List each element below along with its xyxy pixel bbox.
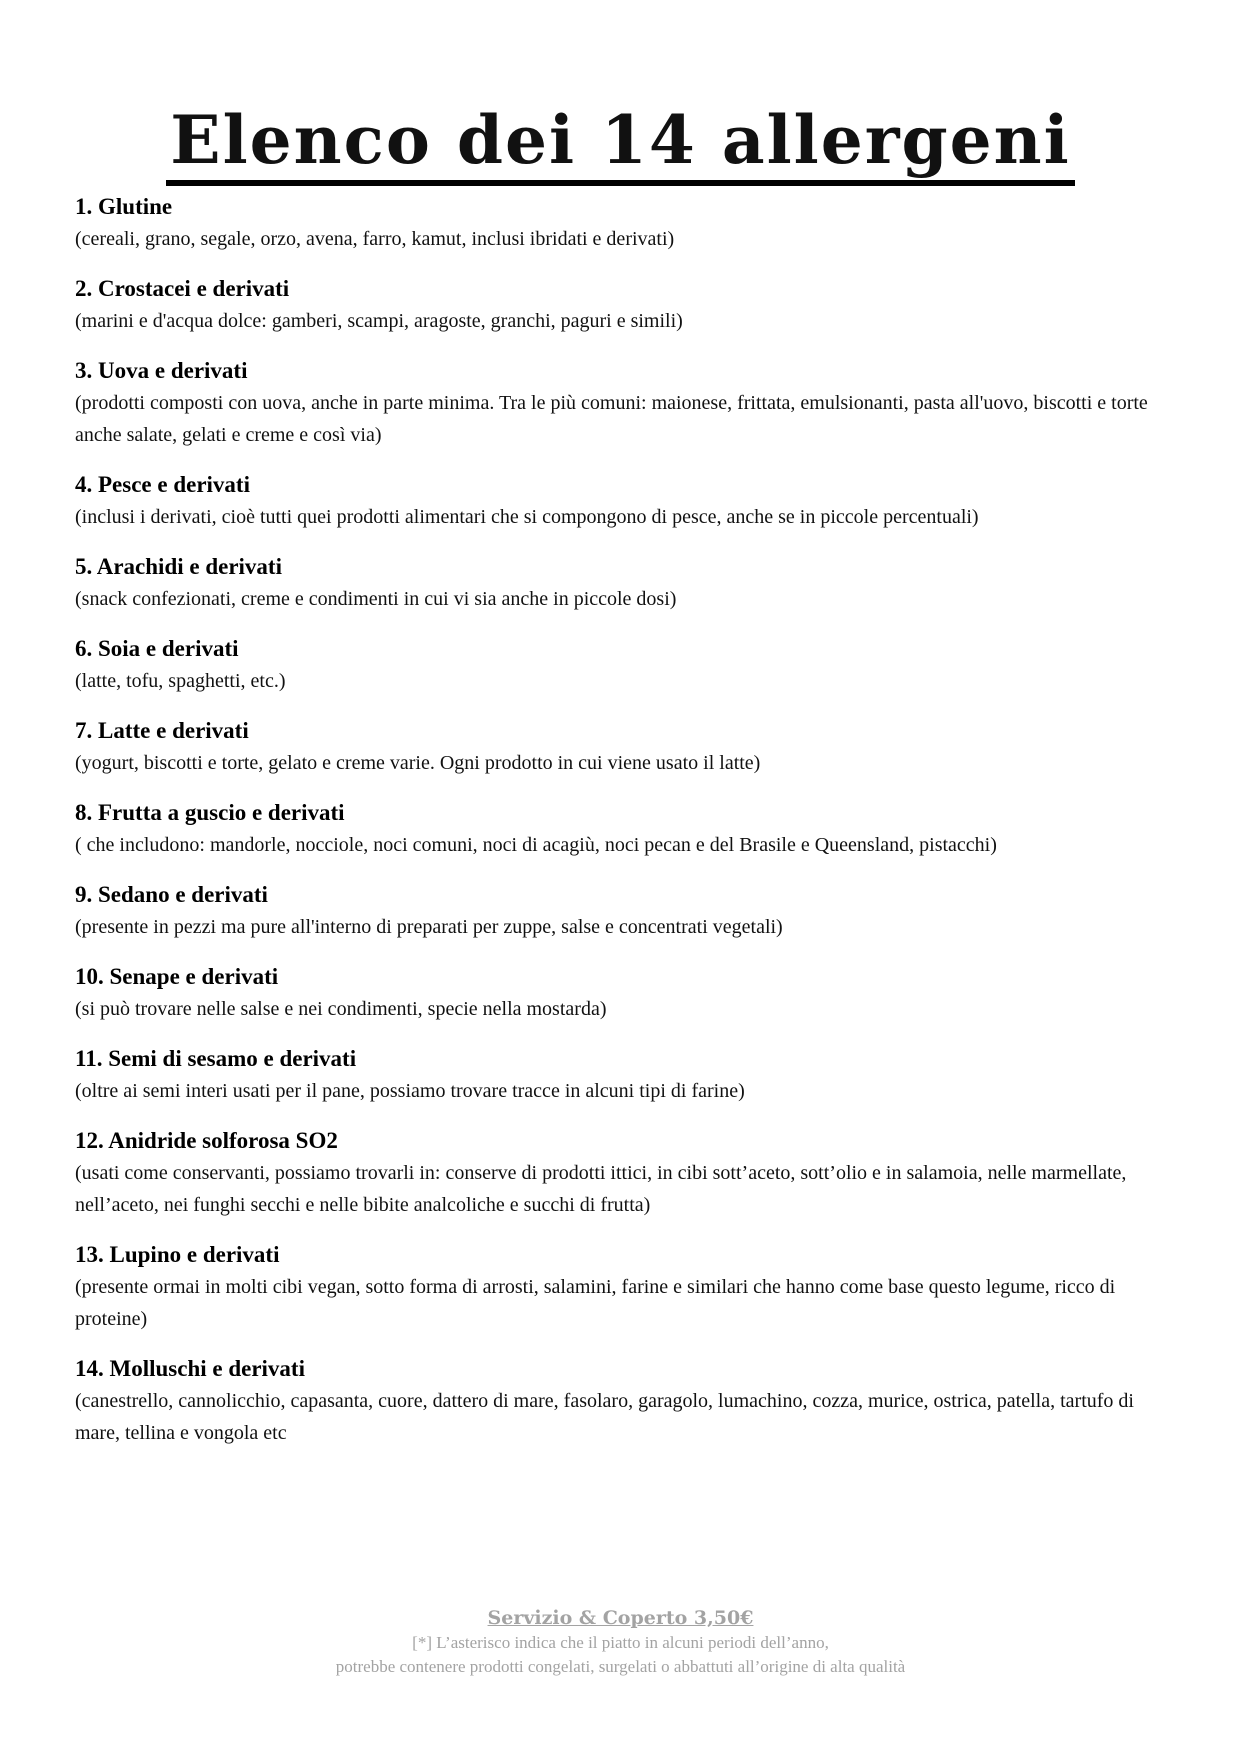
service-charge: Servizio & Coperto 3,50€ — [487, 1607, 754, 1629]
allergen-description: (presente ormai in molti cibi vegan, sotto forma di arrosti, salamini, farine e similari che hanno come base questo legume, ricco di proteine) — [75, 1276, 1116, 1330]
allergen-item-6 — [75, 633, 1175, 697]
allergen-description: (inclusi i derivati, cioè tutti quei prodotti alimentari che si compongono di pesce, anche se in piccole percentuali) — [75, 506, 979, 528]
allergen-item-3 — [75, 355, 1175, 451]
allergen-name: 3. Uova e derivati — [75, 358, 248, 383]
page-title — [0, 100, 1241, 186]
allergen-item-2 — [75, 273, 1175, 337]
footnote-line-1: [*] L’asterisco indica che il piatto in alcuni periodi dell’anno, — [412, 1633, 829, 1652]
allergen-description: (presente in pezzi ma pure all'interno di preparati per zuppe, salse e concentrati vegetali) — [75, 916, 783, 938]
allergen-list — [75, 191, 1175, 1467]
allergen-name: 12. Anidride solforosa SO2 — [75, 1128, 338, 1153]
allergen-description: (prodotti composti con uova, anche in parte minima. Tra le più comuni: maionese, frittata, emulsionanti, pasta all'uovo, biscotti e torte anche salate, gelati e creme e così via) — [75, 392, 1148, 446]
allergen-name: 7. Latte e derivati — [75, 718, 249, 743]
allergen-name: 6. Soia e derivati — [75, 636, 239, 661]
allergen-name: 8. Frutta a guscio e derivati — [75, 800, 345, 825]
allergen-name: 9. Sedano e derivati — [75, 882, 268, 907]
allergen-description: (snack confezionati, creme e condimenti in cui vi sia anche in piccole dosi) — [75, 588, 677, 610]
allergen-item-11 — [75, 1043, 1175, 1107]
allergen-name: 4. Pesce e derivati — [75, 472, 250, 497]
allergen-description: (oltre ai semi interi usati per il pane, possiamo trovare tracce in alcuni tipi di farine) — [75, 1080, 745, 1102]
allergen-name: 13. Lupino e derivati — [75, 1242, 280, 1267]
allergen-item-5 — [75, 551, 1175, 615]
allergen-description: (marini e d'acqua dolce: gamberi, scampi, aragoste, granchi, paguri e simili) — [75, 310, 683, 332]
allergen-description: (si può trovare nelle salse e nei condimenti, specie nella mostarda) — [75, 998, 607, 1020]
allergen-item-10 — [75, 961, 1175, 1025]
allergen-item-4 — [75, 469, 1175, 533]
page-title-text: Elenco dei 14 allergeni — [166, 100, 1074, 186]
footer — [0, 1605, 1241, 1679]
footnote-line-2: potrebbe contenere prodotti congelati, surgelati o abbattuti all’origine di alta qualità — [335, 1657, 906, 1676]
allergen-name: 14. Molluschi e derivati — [75, 1356, 305, 1381]
allergen-item-14 — [75, 1353, 1175, 1449]
allergen-description: (yogurt, biscotti e torte, gelato e creme varie. Ogni prodotto in cui viene usato il latte) — [75, 752, 761, 774]
allergen-item-13 — [75, 1239, 1175, 1335]
allergen-description: ( che includono: mandorle, nocciole, noci comuni, noci di acagiù, noci pecan e del Brasile e Queensland, pistacchi) — [75, 834, 997, 856]
allergen-item-9 — [75, 879, 1175, 943]
allergen-name: 2. Crostacei e derivati — [75, 276, 290, 301]
allergen-item-8 — [75, 797, 1175, 861]
allergen-description: (latte, tofu, spaghetti, etc.) — [75, 670, 286, 692]
allergen-item-12 — [75, 1125, 1175, 1221]
allergen-name: 10. Senape e derivati — [75, 964, 279, 989]
allergen-item-1 — [75, 191, 1175, 255]
allergen-item-7 — [75, 715, 1175, 779]
allergen-name: 1. Glutine — [75, 194, 173, 219]
allergen-description: (canestrello, cannolicchio, capasanta, cuore, dattero di mare, fasolaro, garagolo, lumachino, cozza, murice, ostrica, patella, tartufo di mare, tellina e vongola etc — [75, 1390, 1134, 1444]
allergen-description: (usati come conservanti, possiamo trovarli in: conserve di prodotti ittici, in cibi sott’aceto, sott’olio e in salamoia, nelle marmellate, nell’aceto, nei funghi secchi e nelle bibite analcoliche e succhi di frutta) — [75, 1162, 1127, 1216]
allergen-name: 11. Semi di sesamo e derivati — [75, 1046, 357, 1071]
allergen-name: 5. Arachidi e derivati — [75, 554, 282, 579]
allergen-description: (cereali, grano, segale, orzo, avena, farro, kamut, inclusi ibridati e derivati) — [75, 228, 675, 250]
